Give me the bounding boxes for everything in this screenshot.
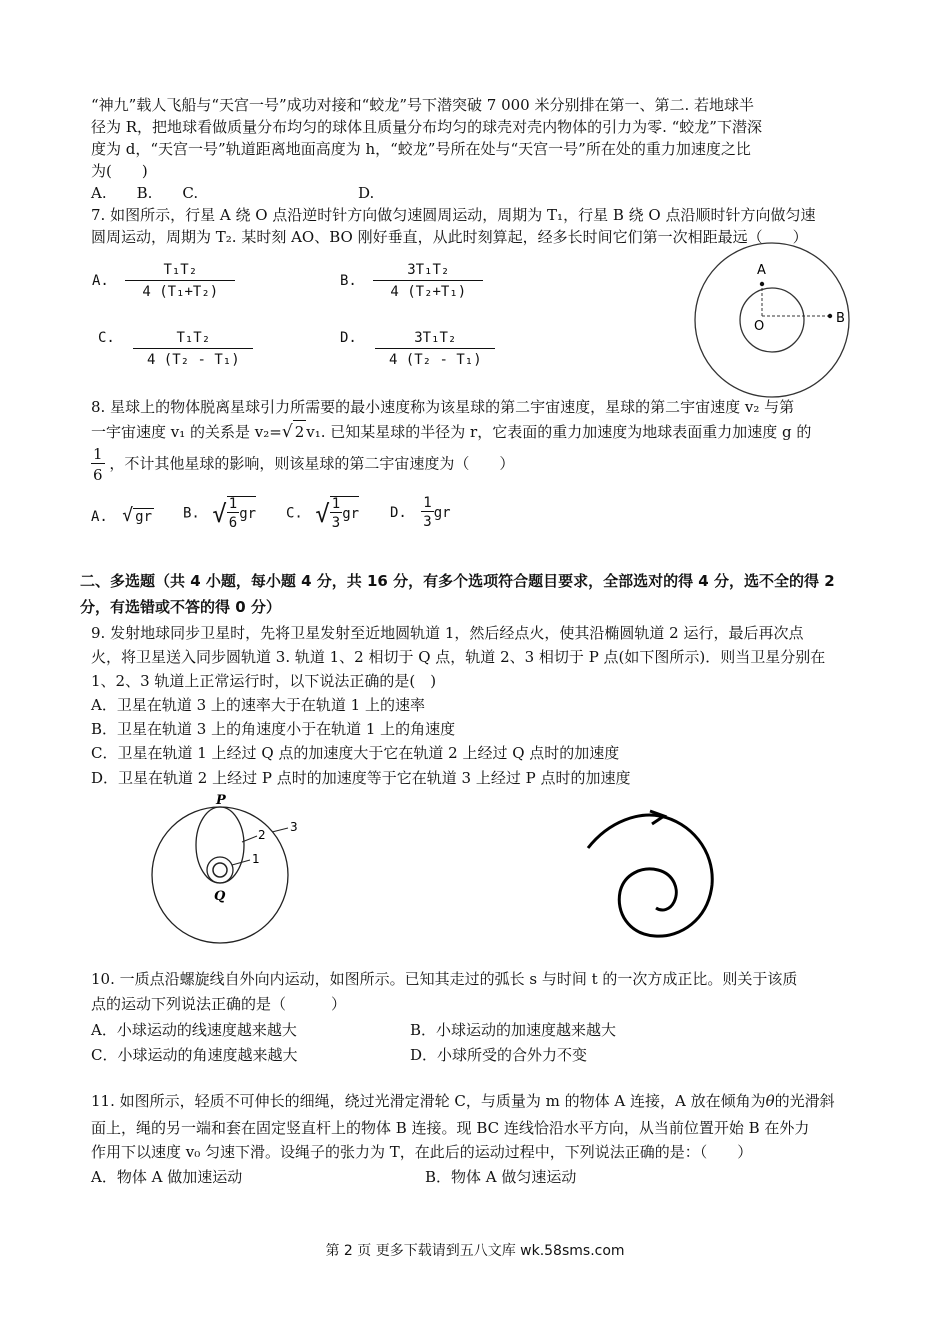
q10-option-a: A．小球运动的线速度越来越大 <box>91 1021 297 1039</box>
q7-d-num: 3T₁T₂ <box>375 330 495 349</box>
q8-line3 <box>91 446 514 483</box>
q8-a-label: A. <box>91 509 108 525</box>
q7-option-d-label: D. <box>340 330 357 346</box>
leader-3 <box>272 828 288 832</box>
q9-line2: 火，将卫星送入同步圆轨道 3. 轨道 1、2 相切于 Q 点，轨道 2、3 相切于 P 点(如下图所示)．则当卫星分别在 <box>91 648 826 666</box>
q8-d-den: 3 <box>423 514 432 530</box>
q10-line1: 10. 一质点沿螺旋线自外向内运动，如图所示。已知其走过的弧长 s 与时间 t 的一次方成正比。则关于该质 <box>91 970 798 988</box>
q8-c-num: 1 <box>331 496 341 512</box>
q8-option-c <box>286 496 359 531</box>
q11-option-a: A．物体 A 做加速运动 <box>91 1168 243 1186</box>
q8-c-label: C. <box>286 505 303 522</box>
q7-option-b <box>340 262 483 300</box>
q7-b-den: 4 (T₂+T₁) <box>390 284 467 300</box>
label-2: 2 <box>258 828 266 842</box>
q9-line1: 9. 发射地球同步卫星时，先将卫星发射至近地圆轨道 1，然后经点火，使其沿椭圆轨道 2 运行，最后再次点 <box>91 624 804 642</box>
page-footer: 第 2 页 更多下载请到五八文库 wk.58sms.com <box>325 1243 625 1259</box>
planet-b-dot <box>828 314 832 318</box>
q7-option-c <box>98 330 253 368</box>
q7-c-den: 4 (T₂ - T₁) <box>146 352 240 368</box>
q7-option-b-label: B. <box>340 273 357 289</box>
q9-line3: 1、2、3 轨道上正常运行时，以下说法正确的是( ) <box>91 672 437 690</box>
orbit-1 <box>207 857 233 883</box>
q11-theta: θ <box>765 1092 775 1110</box>
q9-option-a: A．卫星在轨道 3 上的速率大于在轨道 1 上的速率 <box>91 696 425 714</box>
sqrt-sign: √ <box>212 499 227 528</box>
q7-d-den: 4 (T₂ - T₁) <box>388 352 482 368</box>
label-o: O <box>754 319 765 334</box>
q10-line2: 点的运动下列说法正确的是（ ） <box>91 995 347 1013</box>
q8-option-b <box>183 496 256 531</box>
q10-option-b: B．小球运动的加速度越来越大 <box>410 1021 617 1039</box>
section2-line1: 二、多选题（共 4 小题，每小题 4 分，共 16 分，有多个选项符合题目要求，全部选对的得 4 分，选不全的得 2 <box>80 572 835 590</box>
q8-b-label: B. <box>183 505 200 522</box>
label-1: 1 <box>252 852 260 866</box>
q7-a-num: T₁T₂ <box>125 262 235 281</box>
label-3: 3 <box>290 820 298 834</box>
q8-c-body: gr <box>342 506 360 522</box>
q11-line1b: 的光滑斜 <box>774 1092 835 1110</box>
sqrt-sign: √ <box>315 499 330 528</box>
sqrt-sign: √ <box>122 505 134 526</box>
q6-options: A. B. C. <box>91 184 199 202</box>
label-q: Q <box>214 889 226 904</box>
sqrt-sign: √ <box>281 422 293 442</box>
q11-line1a: 11. 如图所示，轻质不可伸长的细绳，绕过光滑定滑轮 C，与质量为 m 的物体 A 连接，A 放在倾角为 <box>91 1092 766 1110</box>
q8-a-body: gr <box>135 509 152 525</box>
q8-line2a: 一宇宙速度 v₁ 的关系是 v₂= <box>91 423 282 441</box>
q8-b-den: 6 <box>228 515 238 531</box>
planet-a-dot <box>760 282 764 286</box>
q10-option-d: D．小球所受的合外力不变 <box>410 1046 588 1064</box>
q9-orbit-figure <box>150 790 310 950</box>
q8-c-den: 3 <box>331 515 341 531</box>
q11-line1 <box>91 1090 835 1112</box>
spiral-path <box>588 815 712 936</box>
q7-option-c-label: C. <box>98 330 115 346</box>
q6-option-d: D. <box>358 184 375 202</box>
inner-orbit <box>740 288 804 352</box>
q7-a-den: 4 (T₁+T₂) <box>142 284 219 300</box>
q6-line4: 为( ) <box>91 162 148 180</box>
orbit-2 <box>196 807 244 883</box>
q8-line1: 8. 星球上的物体脱离星球引力所需要的最小速度称为该星球的第二宇宙速度，星球的第二宇宙速度 v₂ 与第 <box>91 398 795 416</box>
q7-option-a <box>92 262 235 300</box>
label-b: B <box>836 311 845 326</box>
q7-option-a-label: A. <box>92 273 109 289</box>
label-p: P <box>216 793 226 808</box>
q10-spiral-figure <box>580 800 730 950</box>
q8-b-num: 1 <box>228 496 238 512</box>
outer-orbit <box>695 243 849 397</box>
q7-option-d <box>340 330 495 368</box>
q9-option-d: D．卫星在轨道 2 上经过 P 点时的加速度等于它在轨道 3 上经过 P 点时的加速度 <box>91 769 631 787</box>
q8-line2c: v₁. 已知某星球的半径为 r，它表面的重力加速度为地球表面重力加速度 g 的 <box>306 423 812 441</box>
label-a: A <box>757 263 766 278</box>
q8-option-d <box>390 496 451 530</box>
q8-option-a <box>91 505 154 526</box>
section2-line2: 分，有选错或不答的得 0 分） <box>80 598 281 616</box>
q8-frac-den: 6 <box>93 466 103 484</box>
q7-line2: 圆周运动，周期为 T₂. 某时刻 AO、BO 刚好垂直，从此时刻算起，经多长时间它们第一次相距最远（ ） <box>91 228 808 246</box>
q11-option-b: B．物体 A 做匀速运动 <box>425 1168 577 1186</box>
q11-line2: 面上，绳的另一端和套在固定竖直杆上的物体 B 连接。现 BC 连线恰沿水平方向，从当前位置开始 B 在外力 <box>91 1119 810 1137</box>
q8-d-label: D. <box>390 505 407 521</box>
q8-frac-num: 1 <box>93 445 103 463</box>
q7-b-num: 3T₁T₂ <box>373 262 483 281</box>
q8-line2 <box>91 420 811 443</box>
q7-c-num: T₁T₂ <box>133 330 253 349</box>
q8-line3-text: ，不计其他星球的影响，则该星球的第二宇宙速度为（ ） <box>109 454 515 473</box>
q6-line1: “神九”载人飞船与“天宫一号”成功对接和“蛟龙”号下潜突破 7 000 米分别排在第一、第二. 若地球半 <box>91 96 755 114</box>
arrow-head-icon <box>650 811 664 824</box>
q8-b-body: gr <box>239 506 257 522</box>
q9-option-b: B．卫星在轨道 3 上的角速度小于在轨道 1 上的角速度 <box>91 720 456 738</box>
q6-line2: 径为 R，把地球看做质量分布均匀的球体且质量分布均匀的球壳对壳内物体的引力为零. “蛟龙”下潜深 <box>91 118 762 136</box>
q9-option-c: C．卫星在轨道 1 上经过 Q 点的加速度大于它在轨道 2 上经过 Q 点时的加速度 <box>91 744 620 762</box>
q7-orbit-figure <box>690 238 860 408</box>
q8-line2b: 2 <box>293 420 307 443</box>
orbit-3 <box>152 807 288 943</box>
q8-d-num: 1 <box>423 495 432 511</box>
earth-icon <box>213 863 227 877</box>
q7-line1: 7. 如图所示，行星 A 绕 O 点沿逆时针方向做匀速圆周运动，周期为 T₁，行星 B 绕 O 点沿顺时针方向做匀速 <box>91 206 816 224</box>
q10-option-c: C．小球运动的角速度越来越大 <box>91 1046 298 1064</box>
q6-line3: 度为 d，“天宫一号”轨道距离地面高度为 h，“蛟龙”号所在处与“天宫一号”所在处的重力加速度之比 <box>91 140 751 158</box>
q11-line3: 作用下以速度 v₀ 匀速下滑。设绳子的张力为 T，在此后的运动过程中，下列说法正确的是：（ ） <box>91 1143 753 1161</box>
q8-d-body: gr <box>433 505 451 521</box>
